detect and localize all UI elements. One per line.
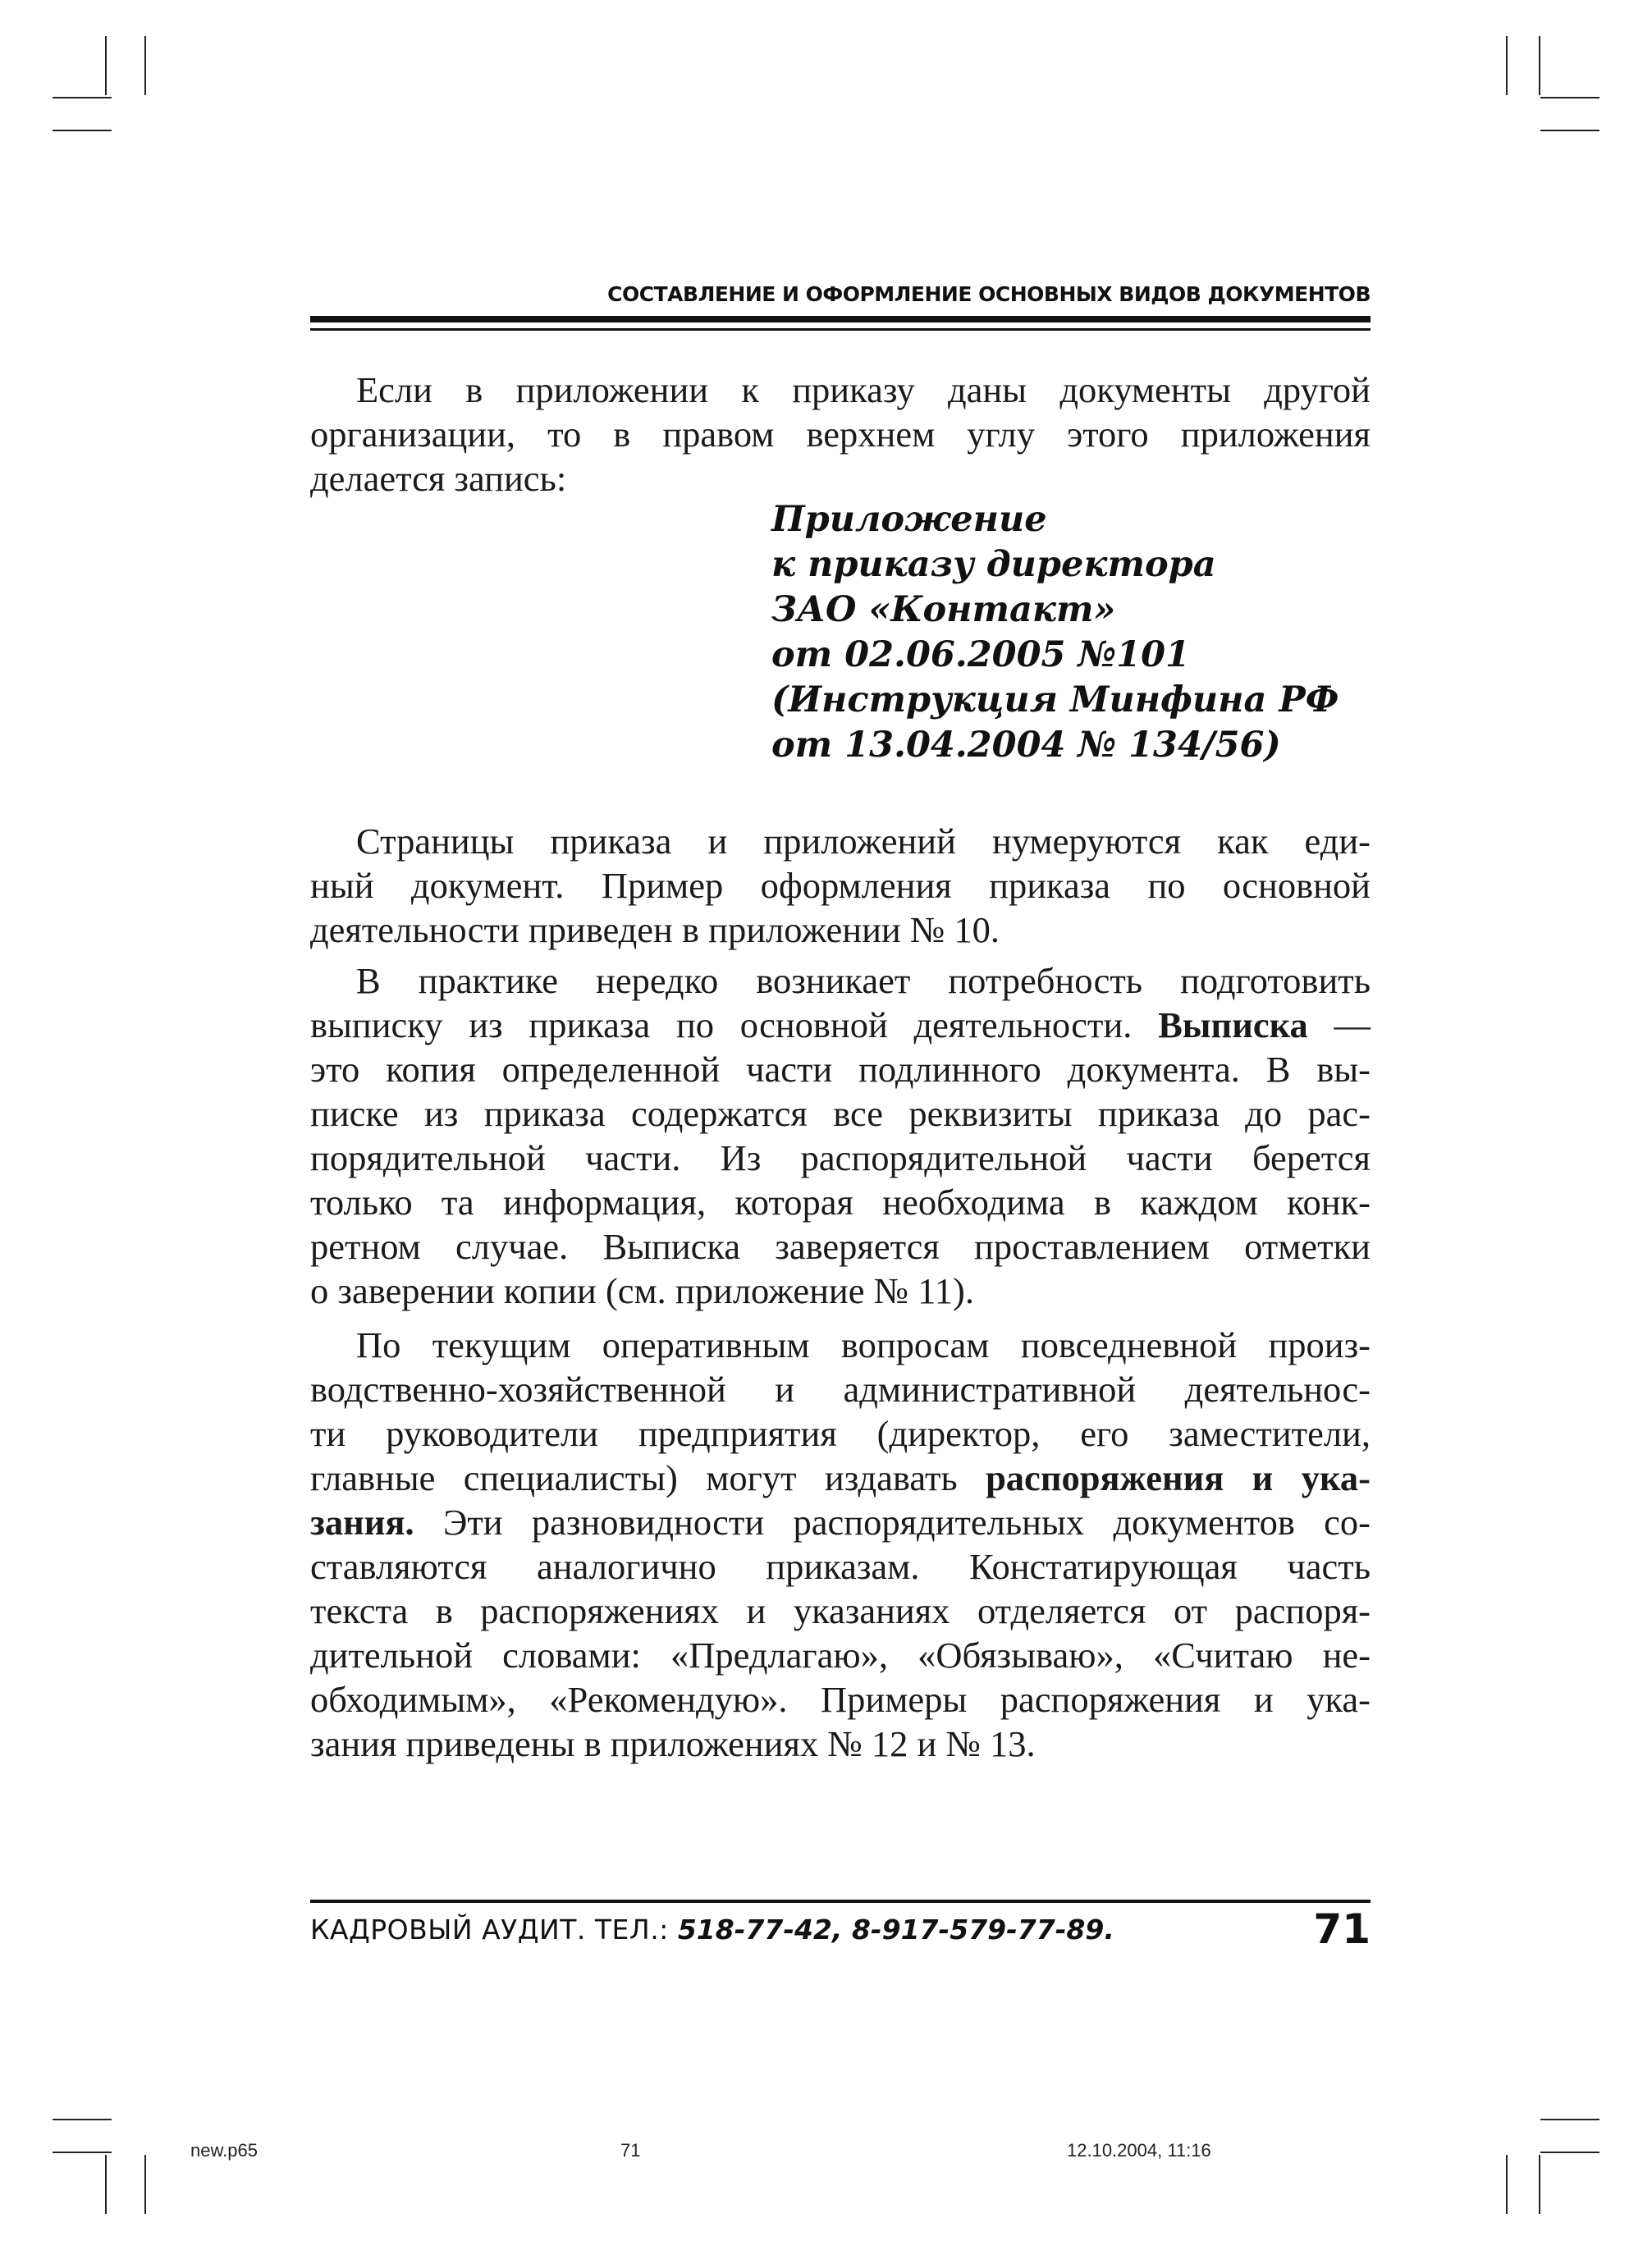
paragraph-directives [310,1323,1371,1766]
text-line: Страницы приказа и приложений нумеруются как еди- [356,821,1371,862]
footer-rule [310,1900,1371,1903]
crop-mark-bottom-right-v [1506,2155,1508,2214]
intro-paragraph [310,368,1371,501]
page-number: 71 [1313,1905,1371,1953]
crop-mark-top-right-h [1540,97,1599,98]
text-line-with-term [310,1500,1371,1544]
header-rule-thick [310,316,1371,322]
crop-mark-top-left-h2 [53,130,112,131]
crop-mark-top-right-v [1506,36,1508,95]
crop-mark-top-right-h2 [1540,130,1599,131]
text-line: В практике нередко возникает потребность подготовить [356,960,1371,1001]
text-line: текста в распоряжениях и указаниях отделяется от распоря- [310,1590,1371,1631]
text-fragment: главные специалисты) могут издавать [310,1457,986,1498]
stamp-line: Приложение [771,499,1047,540]
stamp-line: от 02.06.2005 №101 [771,634,1190,675]
paragraph-page-numbering [310,819,1371,952]
text-line: водственно-хозяйственной и административной деятельнос- [310,1369,1371,1410]
text-line: По текущим оперативным вопросам повседневной произ- [356,1324,1371,1365]
text-line: деятельности приведен в приложении № 10. [310,909,1000,950]
text-line: это копия определенной части подлинного документа. В вы- [310,1049,1371,1090]
crop-mark-bottom-left-h2 [53,2152,112,2153]
text-line: ный документ. Пример оформления приказа по основной [310,865,1371,906]
text-line: порядительной части. Из распорядительной части берется [310,1137,1371,1178]
stamp-line: от 13.04.2004 № 134/56) [771,725,1281,766]
crop-mark-top-left-v2 [105,36,107,95]
crop-mark-bottom-left-v [105,2155,107,2214]
text-line: ретном случае. Выписка заверяется проставлением отметки [310,1226,1371,1267]
text-line: зания приведены в приложениях № 12 и № 13. [310,1723,1036,1764]
term-directives: распоряжения и ука- [986,1457,1371,1498]
slug-filename: new.p65 [190,2140,258,2161]
stamp-line: к приказу директора [771,544,1216,585]
crop-mark-bottom-left-h [53,2119,112,2120]
term-directives-cont: зания. [310,1502,414,1543]
text-fragment: Эти разновидности распорядительных документов со- [414,1502,1371,1543]
crop-mark-bottom-right-h2 [1540,2152,1599,2153]
text-fragment: — [1307,1004,1371,1045]
footer-phones: 518-77-42, 8-917-579-77-89. [677,1914,1114,1946]
running-head-title: СОСТАВЛЕНИЕ И ОФОРМЛЕНИЕ ОСНОВНЫХ ВИДОВ ДОКУМЕНТОВ [607,282,1371,306]
crop-mark-bottom-right-h [1540,2119,1599,2120]
header-rule-thin [310,328,1371,331]
slug-page: 71 [620,2140,641,2161]
crop-mark-bottom-left-v2 [144,2155,146,2214]
text-line-with-term [310,1003,1371,1047]
text-line: дительной словами: «Предлагаю», «Обязываю», «Считаю не- [310,1635,1371,1676]
text-line: обходимым», «Рекомендую». Примеры распоряжения и ука- [310,1679,1371,1720]
crop-mark-top-left-h [53,97,112,98]
footer-contact [310,1914,1114,1946]
text-line: организации, то в правом верхнем углу этого приложения [310,414,1371,455]
text-line: ставляются аналогично приказам. Констатирующая часть [310,1546,1371,1587]
crop-mark-top-right-v2 [1539,36,1540,95]
crop-mark-bottom-right-v2 [1539,2155,1540,2214]
paragraph-extract [310,958,1371,1313]
text-line: о заверении копии (см. приложение № 11). [310,1270,974,1311]
text-line: делается запись: [310,458,567,499]
footer-label: КАДРОВЫЙ АУДИТ. ТЕЛ.: [310,1914,678,1946]
attachment-stamp [771,497,1339,768]
text-line: ти руководители предприятия (директор, его заместители, [310,1413,1371,1454]
text-line: писке из приказа содержатся все реквизиты приказа до рас- [310,1093,1371,1134]
crop-mark-top-left-v [144,36,146,95]
text-line-with-term [310,1456,1371,1500]
term-extract: Выписка [1158,1004,1308,1045]
slug-datetime: 12.10.2004, 11:16 [1067,2140,1211,2161]
text-line: Если в приложении к приказу даны документы другой [356,369,1371,410]
text-fragment: выписку из приказа по основной деятельности. [310,1004,1159,1045]
text-line: только та информация, которая необходима в каждом конк- [310,1182,1371,1223]
stamp-line: (Инструкция Минфина РФ [771,679,1339,720]
stamp-line: ЗАО «Контакт» [771,589,1116,630]
